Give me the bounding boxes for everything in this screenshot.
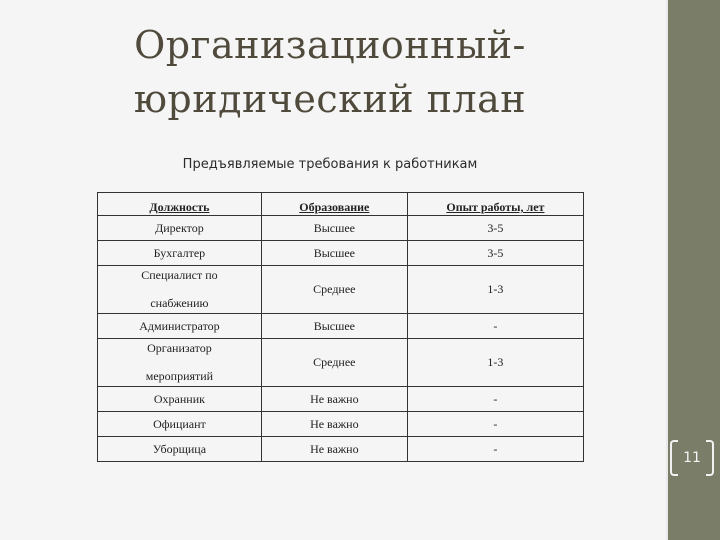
side-divider xyxy=(666,0,668,540)
header-experience: Опыт работы, лет xyxy=(407,193,583,216)
cell-education: Среднее xyxy=(261,339,407,387)
title-line-1: Организационный- xyxy=(134,23,526,67)
cell-experience: 1-3 xyxy=(407,266,583,314)
cell-experience: - xyxy=(407,314,583,339)
cell-position: Официант xyxy=(98,412,262,437)
cell-position xyxy=(98,266,262,314)
cell-experience: - xyxy=(407,387,583,412)
cell-education: Не важно xyxy=(261,412,407,437)
cell-position-line-1: Организатор xyxy=(147,341,212,355)
table-caption: Предъявляемые требования к работникам xyxy=(182,157,478,172)
table-row xyxy=(98,216,584,241)
table-row xyxy=(98,437,584,462)
cell-position: Охранник xyxy=(98,387,262,412)
cell-position-line-2: мероприятий xyxy=(145,369,214,383)
table-row xyxy=(98,266,584,314)
header-position: Должность xyxy=(98,193,262,216)
title-line-2: юридический план xyxy=(133,77,527,121)
cell-experience: - xyxy=(407,437,583,462)
cell-experience: 1-3 xyxy=(407,339,583,387)
page-number-badge xyxy=(670,440,714,476)
cell-education: Высшее xyxy=(261,241,407,266)
cell-position: Директор xyxy=(98,216,262,241)
cell-education: Не важно xyxy=(261,437,407,462)
cell-experience: - xyxy=(407,412,583,437)
cell-education: Высшее xyxy=(261,216,407,241)
slide-title xyxy=(60,18,600,126)
table-header-row xyxy=(98,193,584,216)
cell-position: Уборщица xyxy=(98,437,262,462)
cell-education: Высшее xyxy=(261,314,407,339)
header-education: Образование xyxy=(261,193,407,216)
cell-education: Среднее xyxy=(261,266,407,314)
table-row xyxy=(98,241,584,266)
table-row xyxy=(98,314,584,339)
page-number: 11 xyxy=(683,450,701,466)
table-row xyxy=(98,387,584,412)
cell-position-line-2: снабжению xyxy=(150,296,209,310)
cell-position: Бухгалтер xyxy=(98,241,262,266)
cell-position xyxy=(98,339,262,387)
requirements-table xyxy=(97,192,584,462)
table-row xyxy=(98,339,584,387)
cell-experience: 3-5 xyxy=(407,216,583,241)
cell-position-line-1: Специалист по xyxy=(141,268,218,282)
cell-position: Администратор xyxy=(98,314,262,339)
table-row xyxy=(98,412,584,437)
cell-education: Не важно xyxy=(261,387,407,412)
cell-experience: 3-5 xyxy=(407,241,583,266)
